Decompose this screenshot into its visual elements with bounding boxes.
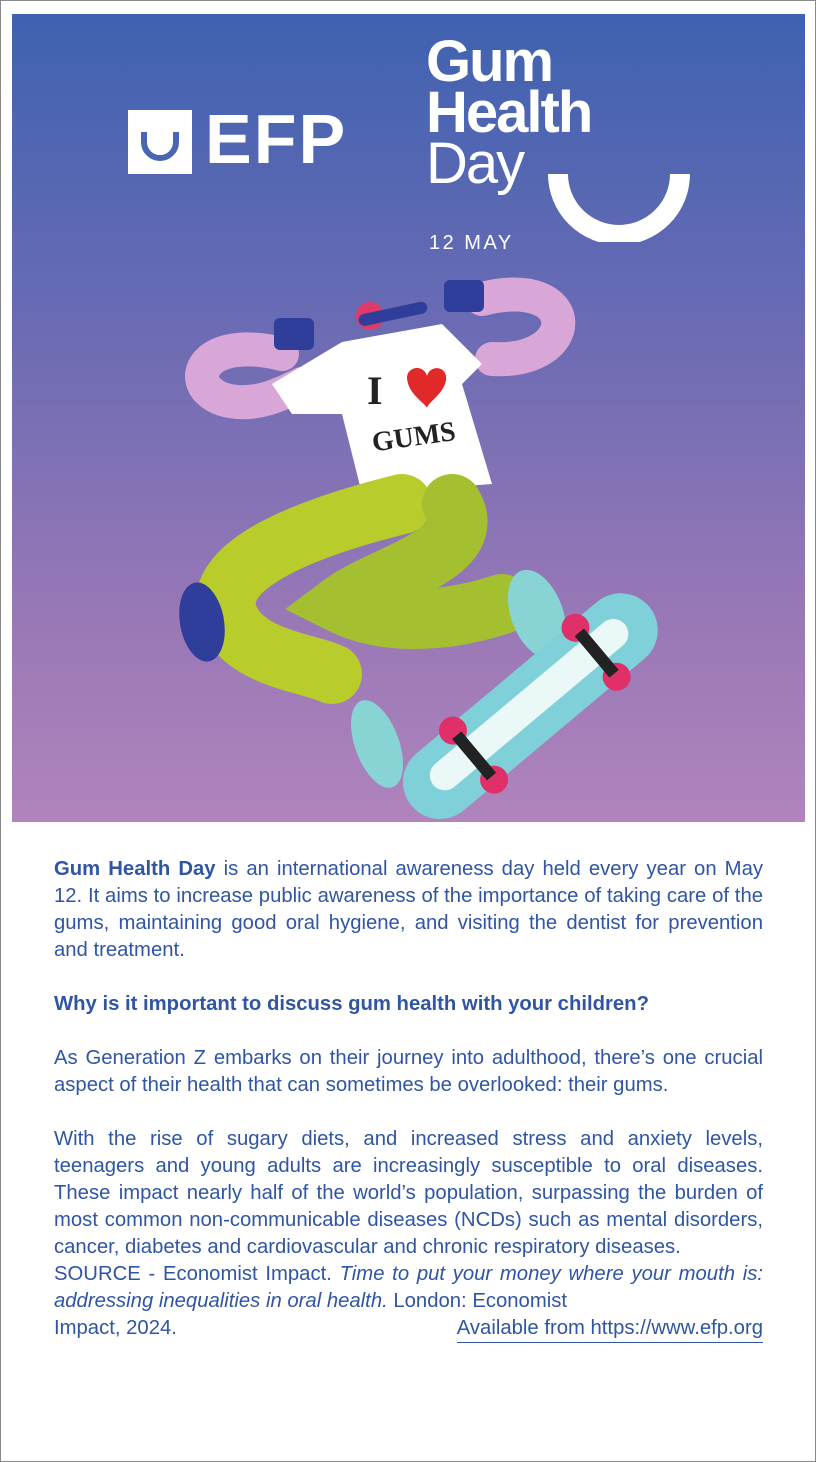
source-prefix: SOURCE - Economist Impact. <box>54 1263 340 1285</box>
shirt-text-i: I <box>367 368 383 413</box>
shirt-text-gums: GUMS <box>370 416 458 459</box>
title-line-gum: Gum <box>426 29 553 94</box>
intro-text: is an international awareness day held every year on May 12. It aims to increase public awareness of the importance of taking care of the gums, maintaining good oral hygiene, and visiting the dentist for prevention and treatment. <box>54 858 763 961</box>
intro-paragraph <box>54 856 763 964</box>
title-line-health: Health <box>426 80 592 146</box>
smile-logo-icon <box>128 110 192 174</box>
efp-website-link[interactable]: Available from https://www.efp.org <box>457 1315 763 1343</box>
article-body <box>54 856 763 1343</box>
efp-logo-text: EFP <box>205 100 348 178</box>
title-line-day: Day <box>426 131 524 197</box>
oral-disease-paragraph: With the rise of sugary diets, and increased stress and anxiety levels, teenagers and young adults are increasingly susceptible to oral diseases. These impact nearly half of the world’s population, surpassing the burden of most common non-communicable diseases (NCDs) such as mental disorders, cancer, diabetes and cardiovascular and chronic respiratory diseases. <box>54 1128 763 1258</box>
source-year: Impact, 2024. <box>54 1317 177 1339</box>
source-suffix: London: Economist <box>387 1290 567 1312</box>
intro-bold-term: Gum Health Day <box>54 858 216 880</box>
source-citation <box>54 1261 763 1315</box>
gen-z-paragraph: As Generation Z embarks on their journey into adulthood, there’s one crucial aspect of their health that can sometimes be overlooked: their gums. <box>54 1047 763 1096</box>
skater-illustration <box>162 274 682 834</box>
smile-arc-icon <box>548 172 690 242</box>
source-footer-row <box>54 1315 763 1343</box>
hero-banner <box>12 14 805 822</box>
event-date: 12 MAY <box>429 232 514 254</box>
section-question-heading: Why is it important to discuss gum health with your children? <box>54 993 649 1015</box>
efp-logo <box>128 100 358 178</box>
source-title: Time to put your money where your mouth is: addressing inequalities in oral health. <box>54 1263 763 1312</box>
gum-health-day-title <box>426 29 592 197</box>
